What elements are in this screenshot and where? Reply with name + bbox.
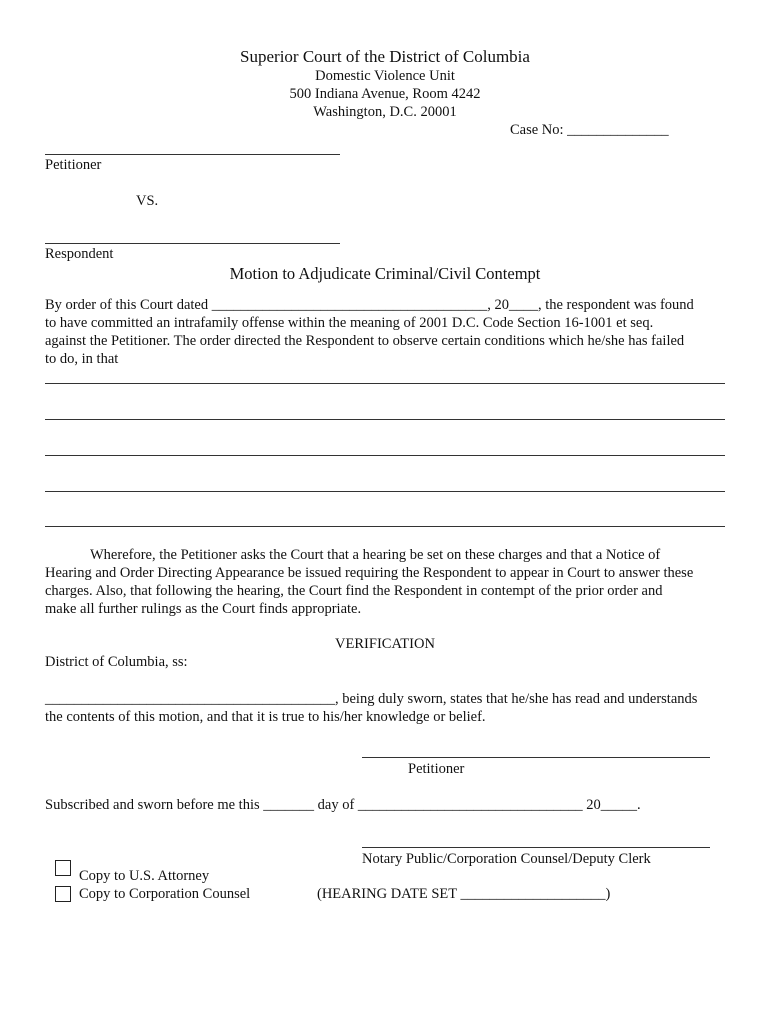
respondent-label: Respondent (45, 246, 114, 262)
motion-title: Motion to Adjudicate Criminal/Civil Contempt (229, 264, 541, 283)
court-address: 500 Indiana Avenue, Room 4242 (289, 86, 481, 102)
us-attorney-checkbox[interactable] (55, 860, 71, 876)
us-attorney-label: Copy to U.S. Attorney (79, 868, 210, 884)
verification-petitioner-label: Petitioner (408, 761, 465, 777)
motion-body (45, 296, 735, 368)
petitioner-verification-signature-line[interactable] (362, 757, 710, 758)
district-label: District of Columbia, ss: (45, 654, 188, 670)
motion-line: to do, in that (45, 351, 119, 367)
case-number-field[interactable]: Case No: ______________ (510, 122, 669, 138)
motion-line: against the Petitioner. The order directed the Respondent to observe certain conditions which he/she has failed (45, 333, 685, 349)
notary-signature-line[interactable] (362, 847, 710, 848)
wherefore-line: Hearing and Order Directing Appearance be issued requiring the Respondent to appear in Court to answer these (45, 565, 694, 581)
corporation-counsel-label: Copy to Corporation Counsel (79, 886, 251, 902)
unit-name: Domestic Violence Unit (315, 68, 455, 84)
verification-line[interactable]: ________________________________________, being duly sworn, states that he/she has read and understands (45, 691, 698, 707)
motion-line: By order of this Court dated ______________________________________, 20____, the respondent was found (45, 297, 694, 313)
wherefore-paragraph (45, 546, 735, 618)
verification-line: the contents of this motion, and that it is true to his/her knowledge or belief. (45, 709, 486, 725)
corporation-counsel-checkbox[interactable] (55, 886, 71, 902)
court-city: Washington, D.C. 20001 (313, 104, 457, 120)
petitioner-signature-line[interactable] (45, 154, 340, 155)
verification-heading: VERIFICATION (335, 636, 435, 652)
respondent-signature-line[interactable] (45, 243, 340, 244)
blank-line-1[interactable] (45, 383, 725, 384)
hearing-date-field[interactable]: (HEARING DATE SET ____________________) (317, 886, 611, 902)
wherefore-line: charges. Also, that following the hearing, the Court find the Respondent in contempt of the prior order and (45, 583, 663, 599)
subscribed-sworn-line[interactable]: Subscribed and sworn before me this _______ day of _______________________________ 20_____. (45, 797, 641, 813)
blank-line-5[interactable] (45, 526, 725, 527)
motion-line: to have committed an intrafamily offense within the meaning of 2001 D.C. Code Section 16-1001 et seq. (45, 315, 654, 331)
versus-label: VS. (136, 193, 159, 209)
court-title: Superior Court of the District of Columbia (240, 47, 530, 66)
wherefore-line: make all further rulings as the Court finds appropriate. (45, 601, 362, 617)
verification-statement (45, 690, 735, 726)
wherefore-line: Wherefore, the Petitioner asks the Court that a hearing be set on these charges and that a Notice of (90, 547, 661, 563)
blank-line-2[interactable] (45, 419, 725, 420)
blank-line-4[interactable] (45, 491, 725, 492)
blank-line-3[interactable] (45, 455, 725, 456)
notary-label: Notary Public/Corporation Counsel/Deputy Clerk (362, 851, 651, 867)
petitioner-label: Petitioner (45, 157, 102, 173)
